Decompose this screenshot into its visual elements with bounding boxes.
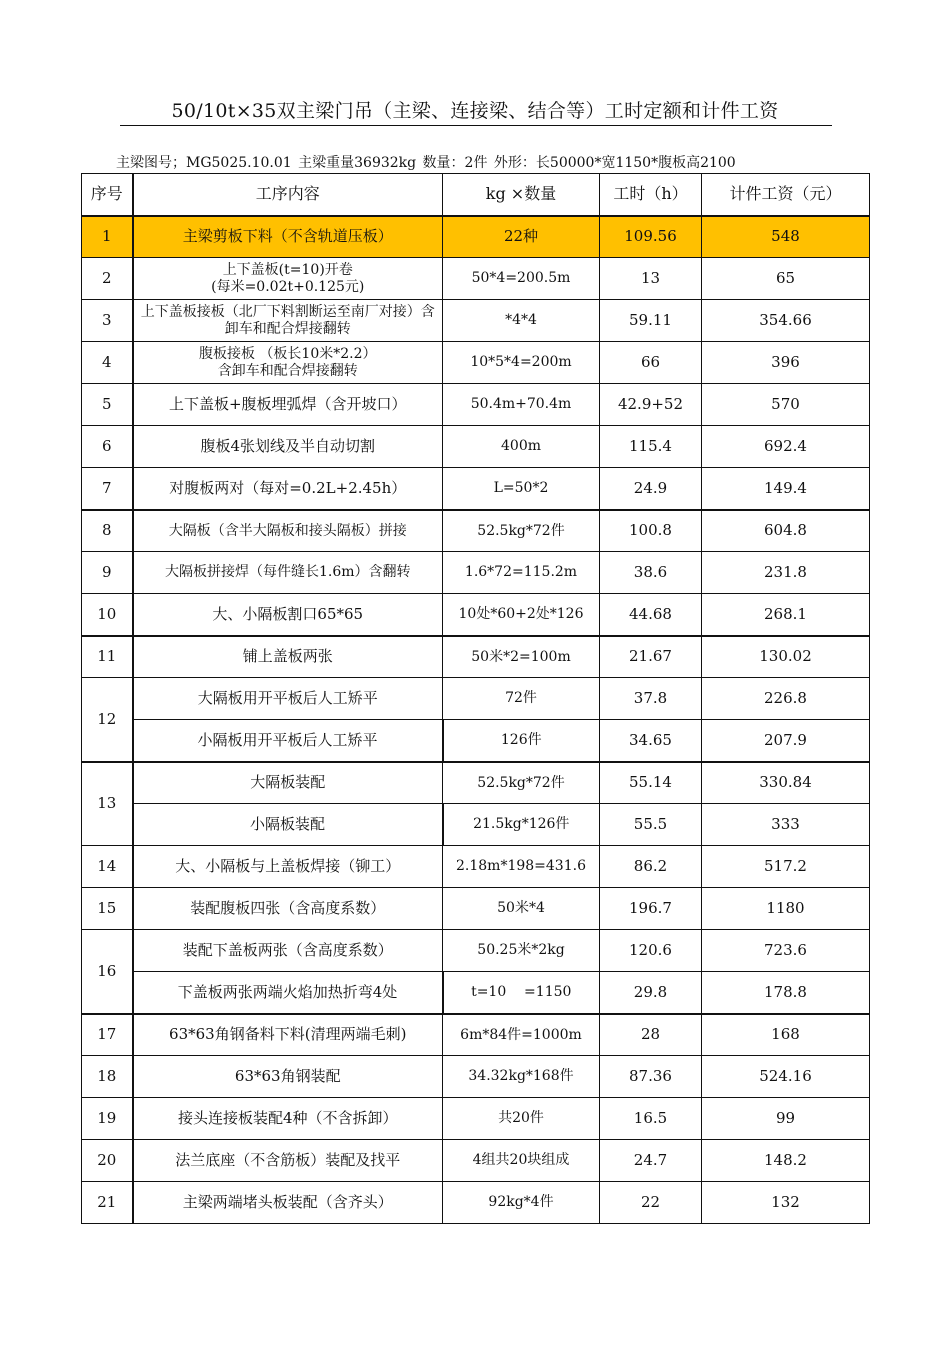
cell-hours: 28 bbox=[600, 1014, 702, 1056]
cell-qty: 52.5kg*72件 bbox=[443, 762, 600, 804]
cell-content: 铺上盖板两张 bbox=[133, 636, 443, 678]
cell-content: 上下盖板+腹板埋弧焊（含开坡口） bbox=[133, 384, 443, 426]
cell-qty: 50.4m+70.4m bbox=[443, 384, 600, 426]
cell-wage: 1180 bbox=[702, 888, 870, 930]
cell-no: 9 bbox=[82, 552, 133, 594]
cell-wage: 65 bbox=[702, 258, 870, 300]
cell-content: 大、小隔板与上盖板焊接（铆工） bbox=[133, 846, 443, 888]
table-row bbox=[82, 720, 870, 762]
header-qty: kg ×数量 bbox=[443, 174, 600, 216]
cell-hours: 87.36 bbox=[600, 1056, 702, 1098]
cell-content: 装配腹板四张（含高度系数） bbox=[133, 888, 443, 930]
cell-content: 对腹板两对（每对=0.2L+2.45h） bbox=[133, 468, 443, 510]
header-content: 工序内容 bbox=[133, 174, 443, 216]
cell-no: 6 bbox=[82, 426, 133, 468]
cell-hours: 115.4 bbox=[600, 426, 702, 468]
cell-wage: 604.8 bbox=[702, 510, 870, 552]
table-row bbox=[82, 300, 870, 342]
table-row bbox=[82, 510, 870, 552]
table-row bbox=[82, 594, 870, 636]
cell-no: 8 bbox=[82, 510, 133, 552]
table-row bbox=[82, 342, 870, 384]
cell-hours: 13 bbox=[600, 258, 702, 300]
cell-content: 63*63角钢备料下料(清理两端毛刺) bbox=[133, 1014, 443, 1056]
cell-no: 2 bbox=[82, 258, 133, 300]
table-row bbox=[82, 930, 870, 972]
cell-hours: 100.8 bbox=[600, 510, 702, 552]
cell-hours: 37.8 bbox=[600, 678, 702, 720]
cell-content: 主梁两端堵头板装配（含齐头） bbox=[133, 1182, 443, 1224]
cell-hours: 34.65 bbox=[600, 720, 702, 762]
cell-wage: 149.4 bbox=[702, 468, 870, 510]
header-row bbox=[82, 174, 870, 216]
cell-qty: 400m bbox=[443, 426, 600, 468]
cell-no: 20 bbox=[82, 1140, 133, 1182]
cell-wage: 207.9 bbox=[702, 720, 870, 762]
cell-content: 大、小隔板割口65*65 bbox=[133, 594, 443, 636]
cell-no: 19 bbox=[82, 1098, 133, 1140]
cell-wage: 99 bbox=[702, 1098, 870, 1140]
cell-qty: 50米*2=100m bbox=[443, 636, 600, 678]
cell-content: 上下盖板(t=10)开卷 (每米=0.02t+0.125元) bbox=[133, 258, 443, 300]
cell-wage: 570 bbox=[702, 384, 870, 426]
cell-qty: 21.5kg*126件 bbox=[443, 804, 600, 846]
cell-qty: 72件 bbox=[443, 678, 600, 720]
page-title: 50/10t×35双主梁门吊（主梁、连接梁、结合等）工时定额和计件工资 bbox=[171, 100, 779, 122]
table-row bbox=[82, 972, 870, 1014]
cell-no: 14 bbox=[82, 846, 133, 888]
table-row bbox=[82, 1140, 870, 1182]
cell-qty: 6m*84件=1000m bbox=[443, 1014, 600, 1056]
cell-wage: 130.02 bbox=[702, 636, 870, 678]
cell-wage: 148.2 bbox=[702, 1140, 870, 1182]
cell-qty: 2.18m*198=431.6 bbox=[443, 846, 600, 888]
cell-qty: *4*4 bbox=[443, 300, 600, 342]
table-row bbox=[82, 1182, 870, 1224]
cell-no: 5 bbox=[82, 384, 133, 426]
cell-content: 上下盖板接板（北厂下料割断运至南厂对接）含卸车和配合焊接翻转 bbox=[133, 300, 443, 342]
title-underline bbox=[120, 125, 832, 126]
cell-content: 大隔板拼接焊（每件缝长1.6m）含翻转 bbox=[133, 552, 443, 594]
cell-qty: 50米*4 bbox=[443, 888, 600, 930]
cell-qty: 1.6*72=115.2m bbox=[443, 552, 600, 594]
cell-hours: 22 bbox=[600, 1182, 702, 1224]
table-row bbox=[82, 678, 870, 720]
cell-qty: 50*4=200.5m bbox=[443, 258, 600, 300]
table-row bbox=[82, 468, 870, 510]
cell-content: 小隔板用开平板后人工矫平 bbox=[133, 720, 443, 762]
cell-no: 10 bbox=[82, 594, 133, 636]
cell-wage: 231.8 bbox=[702, 552, 870, 594]
cell-no: 21 bbox=[82, 1182, 133, 1224]
header-hours: 工时（h） bbox=[600, 174, 702, 216]
cell-no: 4 bbox=[82, 342, 133, 384]
table-row bbox=[82, 1098, 870, 1140]
cell-qty: 50.25米*2kg bbox=[443, 930, 600, 972]
cell-content: 腹板接板 （板长10米*2.2） 含卸车和配合焊接翻转 bbox=[133, 342, 443, 384]
cell-no: 3 bbox=[82, 300, 133, 342]
table-row bbox=[82, 636, 870, 678]
table-row bbox=[82, 1056, 870, 1098]
cell-hours: 86.2 bbox=[600, 846, 702, 888]
table-row bbox=[82, 426, 870, 468]
cell-content: 腹板4张划线及半自动切割 bbox=[133, 426, 443, 468]
cell-hours: 120.6 bbox=[600, 930, 702, 972]
cell-qty: 4组共20块组成 bbox=[443, 1140, 600, 1182]
cell-wage: 268.1 bbox=[702, 594, 870, 636]
cell-hours: 59.11 bbox=[600, 300, 702, 342]
cell-wage: 548 bbox=[702, 216, 870, 258]
cell-hours: 24.7 bbox=[600, 1140, 702, 1182]
work-hour-table bbox=[81, 173, 870, 1224]
cell-content: 大隔板（含半大隔板和接头隔板）拼接 bbox=[133, 510, 443, 552]
table-row bbox=[82, 216, 870, 258]
cell-content: 装配下盖板两张（含高度系数） bbox=[133, 930, 443, 972]
cell-no: 16 bbox=[82, 930, 133, 1014]
cell-wage: 226.8 bbox=[702, 678, 870, 720]
cell-hours: 42.9+52 bbox=[600, 384, 702, 426]
cell-wage: 396 bbox=[702, 342, 870, 384]
cell-hours: 21.67 bbox=[600, 636, 702, 678]
cell-qty: 126件 bbox=[443, 720, 600, 762]
cell-content: 小隔板装配 bbox=[133, 804, 443, 846]
cell-wage: 168 bbox=[702, 1014, 870, 1056]
cell-wage: 354.66 bbox=[702, 300, 870, 342]
cell-hours: 109.56 bbox=[600, 216, 702, 258]
cell-no: 1 bbox=[82, 216, 133, 258]
table-row bbox=[82, 1014, 870, 1056]
table-row bbox=[82, 846, 870, 888]
cell-hours: 38.6 bbox=[600, 552, 702, 594]
cell-wage: 517.2 bbox=[702, 846, 870, 888]
cell-hours: 16.5 bbox=[600, 1098, 702, 1140]
cell-hours: 29.8 bbox=[600, 972, 702, 1014]
cell-hours: 44.68 bbox=[600, 594, 702, 636]
cell-wage: 723.6 bbox=[702, 930, 870, 972]
cell-no: 18 bbox=[82, 1056, 133, 1098]
header-wage: 计件工资（元） bbox=[702, 174, 870, 216]
cell-content: 法兰底座（不含筋板）装配及找平 bbox=[133, 1140, 443, 1182]
cell-content: 下盖板两张两端火焰加热折弯4处 bbox=[133, 972, 443, 1014]
cell-content: 主梁剪板下料（不含轨道压板） bbox=[133, 216, 443, 258]
cell-content: 63*63角钢装配 bbox=[133, 1056, 443, 1098]
cell-wage: 333 bbox=[702, 804, 870, 846]
cell-no: 12 bbox=[82, 678, 133, 762]
cell-hours: 66 bbox=[600, 342, 702, 384]
cell-no: 17 bbox=[82, 1014, 133, 1056]
header-no: 序号 bbox=[82, 174, 133, 216]
cell-wage: 178.8 bbox=[702, 972, 870, 1014]
table-row bbox=[82, 258, 870, 300]
cell-qty: 共20件 bbox=[443, 1098, 600, 1140]
cell-qty: 10*5*4=200m bbox=[443, 342, 600, 384]
cell-wage: 132 bbox=[702, 1182, 870, 1224]
cell-content: 接头连接板装配4种（不含拆卸） bbox=[133, 1098, 443, 1140]
table-row bbox=[82, 552, 870, 594]
cell-hours: 55.5 bbox=[600, 804, 702, 846]
table-row bbox=[82, 888, 870, 930]
cell-wage: 330.84 bbox=[702, 762, 870, 804]
cell-no: 13 bbox=[82, 762, 133, 846]
cell-hours: 24.9 bbox=[600, 468, 702, 510]
cell-content: 大隔板装配 bbox=[133, 762, 443, 804]
cell-wage: 692.4 bbox=[702, 426, 870, 468]
cell-qty: 52.5kg*72件 bbox=[443, 510, 600, 552]
cell-qty: 22种 bbox=[443, 216, 600, 258]
cell-wage: 524.16 bbox=[702, 1056, 870, 1098]
cell-qty: t=10 =1150 bbox=[443, 972, 600, 1014]
cell-qty: 92kg*4件 bbox=[443, 1182, 600, 1224]
drawing-info: 主梁图号；MG5025.10.01 主梁重量36932kg 数量：2件 外形：长50000*宽1150*腹板高2100 bbox=[116, 155, 736, 171]
table-row bbox=[82, 384, 870, 426]
cell-content: 大隔板用开平板后人工矫平 bbox=[133, 678, 443, 720]
cell-no: 11 bbox=[82, 636, 133, 678]
cell-qty: L=50*2 bbox=[443, 468, 600, 510]
cell-hours: 196.7 bbox=[600, 888, 702, 930]
cell-no: 15 bbox=[82, 888, 133, 930]
cell-qty: 10处*60+2处*126 bbox=[443, 594, 600, 636]
table-row bbox=[82, 762, 870, 804]
table-row bbox=[82, 804, 870, 846]
cell-hours: 55.14 bbox=[600, 762, 702, 804]
cell-qty: 34.32kg*168件 bbox=[443, 1056, 600, 1098]
cell-no: 7 bbox=[82, 468, 133, 510]
